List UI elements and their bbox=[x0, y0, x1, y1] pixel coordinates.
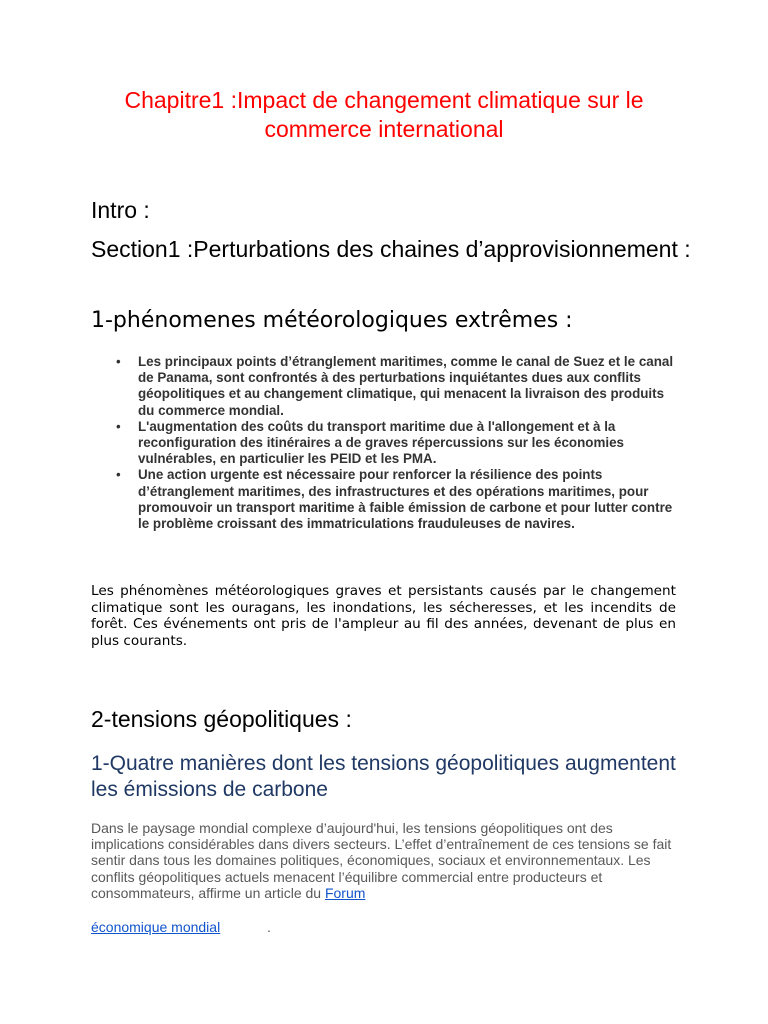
tensions-paragraph bbox=[91, 820, 681, 901]
bullet-icon: • bbox=[116, 418, 121, 434]
bullet-icon: • bbox=[116, 467, 121, 483]
list-item bbox=[116, 467, 678, 532]
chapter-title: Chapitre1 :Impact de changement climatique sur le commerce international bbox=[124, 87, 644, 142]
tensions-paragraph-text: Dans le paysage mondial complexe d’aujourd'hui, les tensions géopolitiques ont des implications considérables dans divers secteurs. L’effet d’entraînement de ces tensions se fait sentir dans tous les domaines politiques, économiques, sociaux et environnementaux. Les conflits géopolitiques actuels menacent l’équilibre commercial entre producteurs et consommateurs, affirme un article du bbox=[91, 820, 672, 901]
forum-link-continued[interactable]: économique mondial bbox=[91, 919, 221, 935]
section1-heading: Section1 :Perturbations des chaines d’approvisionnement : bbox=[91, 236, 691, 262]
phenomenes-heading: 1-phénomenes météorologiques extrêmes : bbox=[91, 308, 573, 333]
bullet-icon: • bbox=[116, 354, 121, 369]
tensions-heading: 2-tensions géopolitiques : bbox=[91, 706, 352, 732]
bullet-text: L'augmentation des coûts du transport maritime due à l'allongement et à la reconfiguration des itinéraires a de graves répercussions sur les économies vulnérables, en particulier les PEID et les PMA. bbox=[138, 418, 624, 467]
phenomenes-paragraph: Les phénomènes météorologiques graves et persistants causés par le changement climatique sont les ouragans, les inondations, les sécheresses, et les incendits de forêt. Ces événements ont pris de l'ampleur au fil des années, devenant de plus en plus courants. bbox=[91, 583, 676, 649]
list-item bbox=[116, 419, 678, 468]
bullet-text: Une action urgente est nécessaire pour renforcer la résilience des points d’étranglement maritimes, des infrastructures et des opérations maritimes, pour promouvoir un transport maritime à faible émission de carbone et pour lutter contre le problème croissant des immatriculations frauduleuses de navires. bbox=[138, 467, 673, 532]
forum-link[interactable]: Forum bbox=[324, 884, 366, 901]
list-item bbox=[116, 354, 678, 419]
final-period: . bbox=[267, 919, 271, 935]
bullet-list bbox=[116, 354, 678, 532]
intro-heading: Intro : bbox=[91, 197, 150, 223]
bullet-text: Les principaux points d’étranglement maritimes, comme le canal de Suez et le canal de Panama, sont confrontés à des perturbations inquiétantes dues aux conflits géopolitiques et au changement climatique, qui menacent la livraison des produits du commerce mondial. bbox=[138, 354, 674, 418]
quatre-manieres-heading: 1-Quatre manières dont les tensions géopolitiques augmentent les émissions de carbone bbox=[91, 752, 676, 801]
